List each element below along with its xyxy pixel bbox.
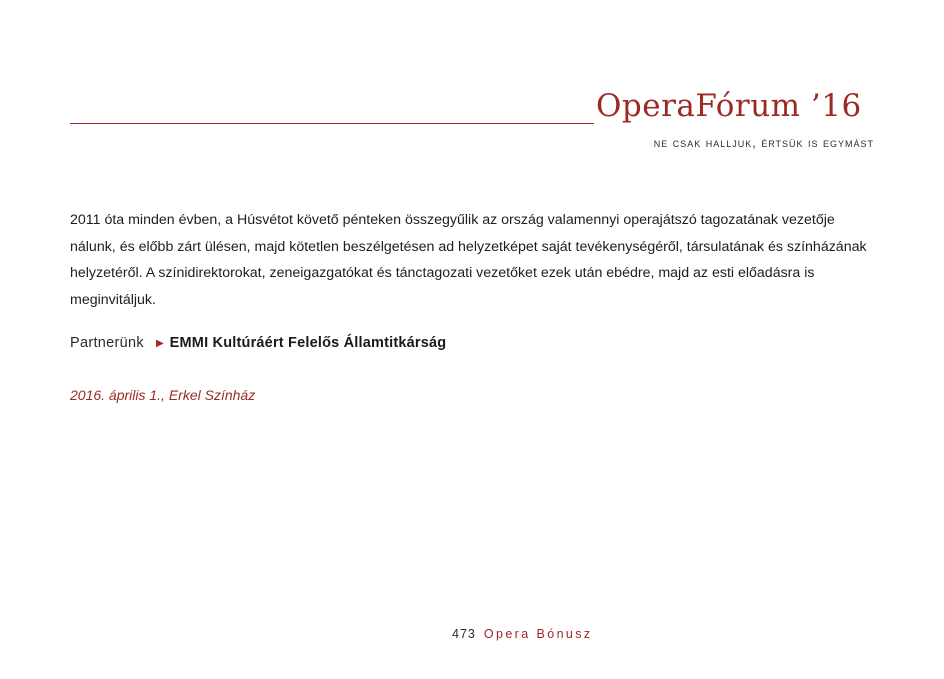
partner-name: EMMI Kultúráért Felelős Államtitkárság xyxy=(169,335,447,351)
header-rule xyxy=(70,123,594,124)
page-footer xyxy=(452,627,593,641)
right-triangle-icon: ▶ xyxy=(155,337,164,349)
page-subtitle: ne csak halljuk, értsük is egymást xyxy=(653,136,874,150)
partner-row xyxy=(70,335,446,351)
event-date: 2016. április 1., Erkel Színház xyxy=(70,387,256,403)
partner-label: Partnerünk xyxy=(70,335,144,351)
page-title: OperaFórum ’16 xyxy=(596,88,862,124)
body-paragraph: 2011 óta minden évben, a Húsvétot követő pénteken összegyűlik az ország valamennyi operajátszó tagozatának vezetője nálunk, és előbb zárt ülésen, majd kötetlen beszélgetésen ad helyzetképet saját tevékenységéről, társulatának és színházának helyzetéről. A színidirektorokat, zeneigazgatókat és tánctagozati vezetőket ezek után ebédre, majd az esti előadásra is meginvitáljuk. xyxy=(70,212,867,308)
section-name: Opera Bónusz xyxy=(483,627,593,641)
page-number: 473 xyxy=(452,627,476,641)
